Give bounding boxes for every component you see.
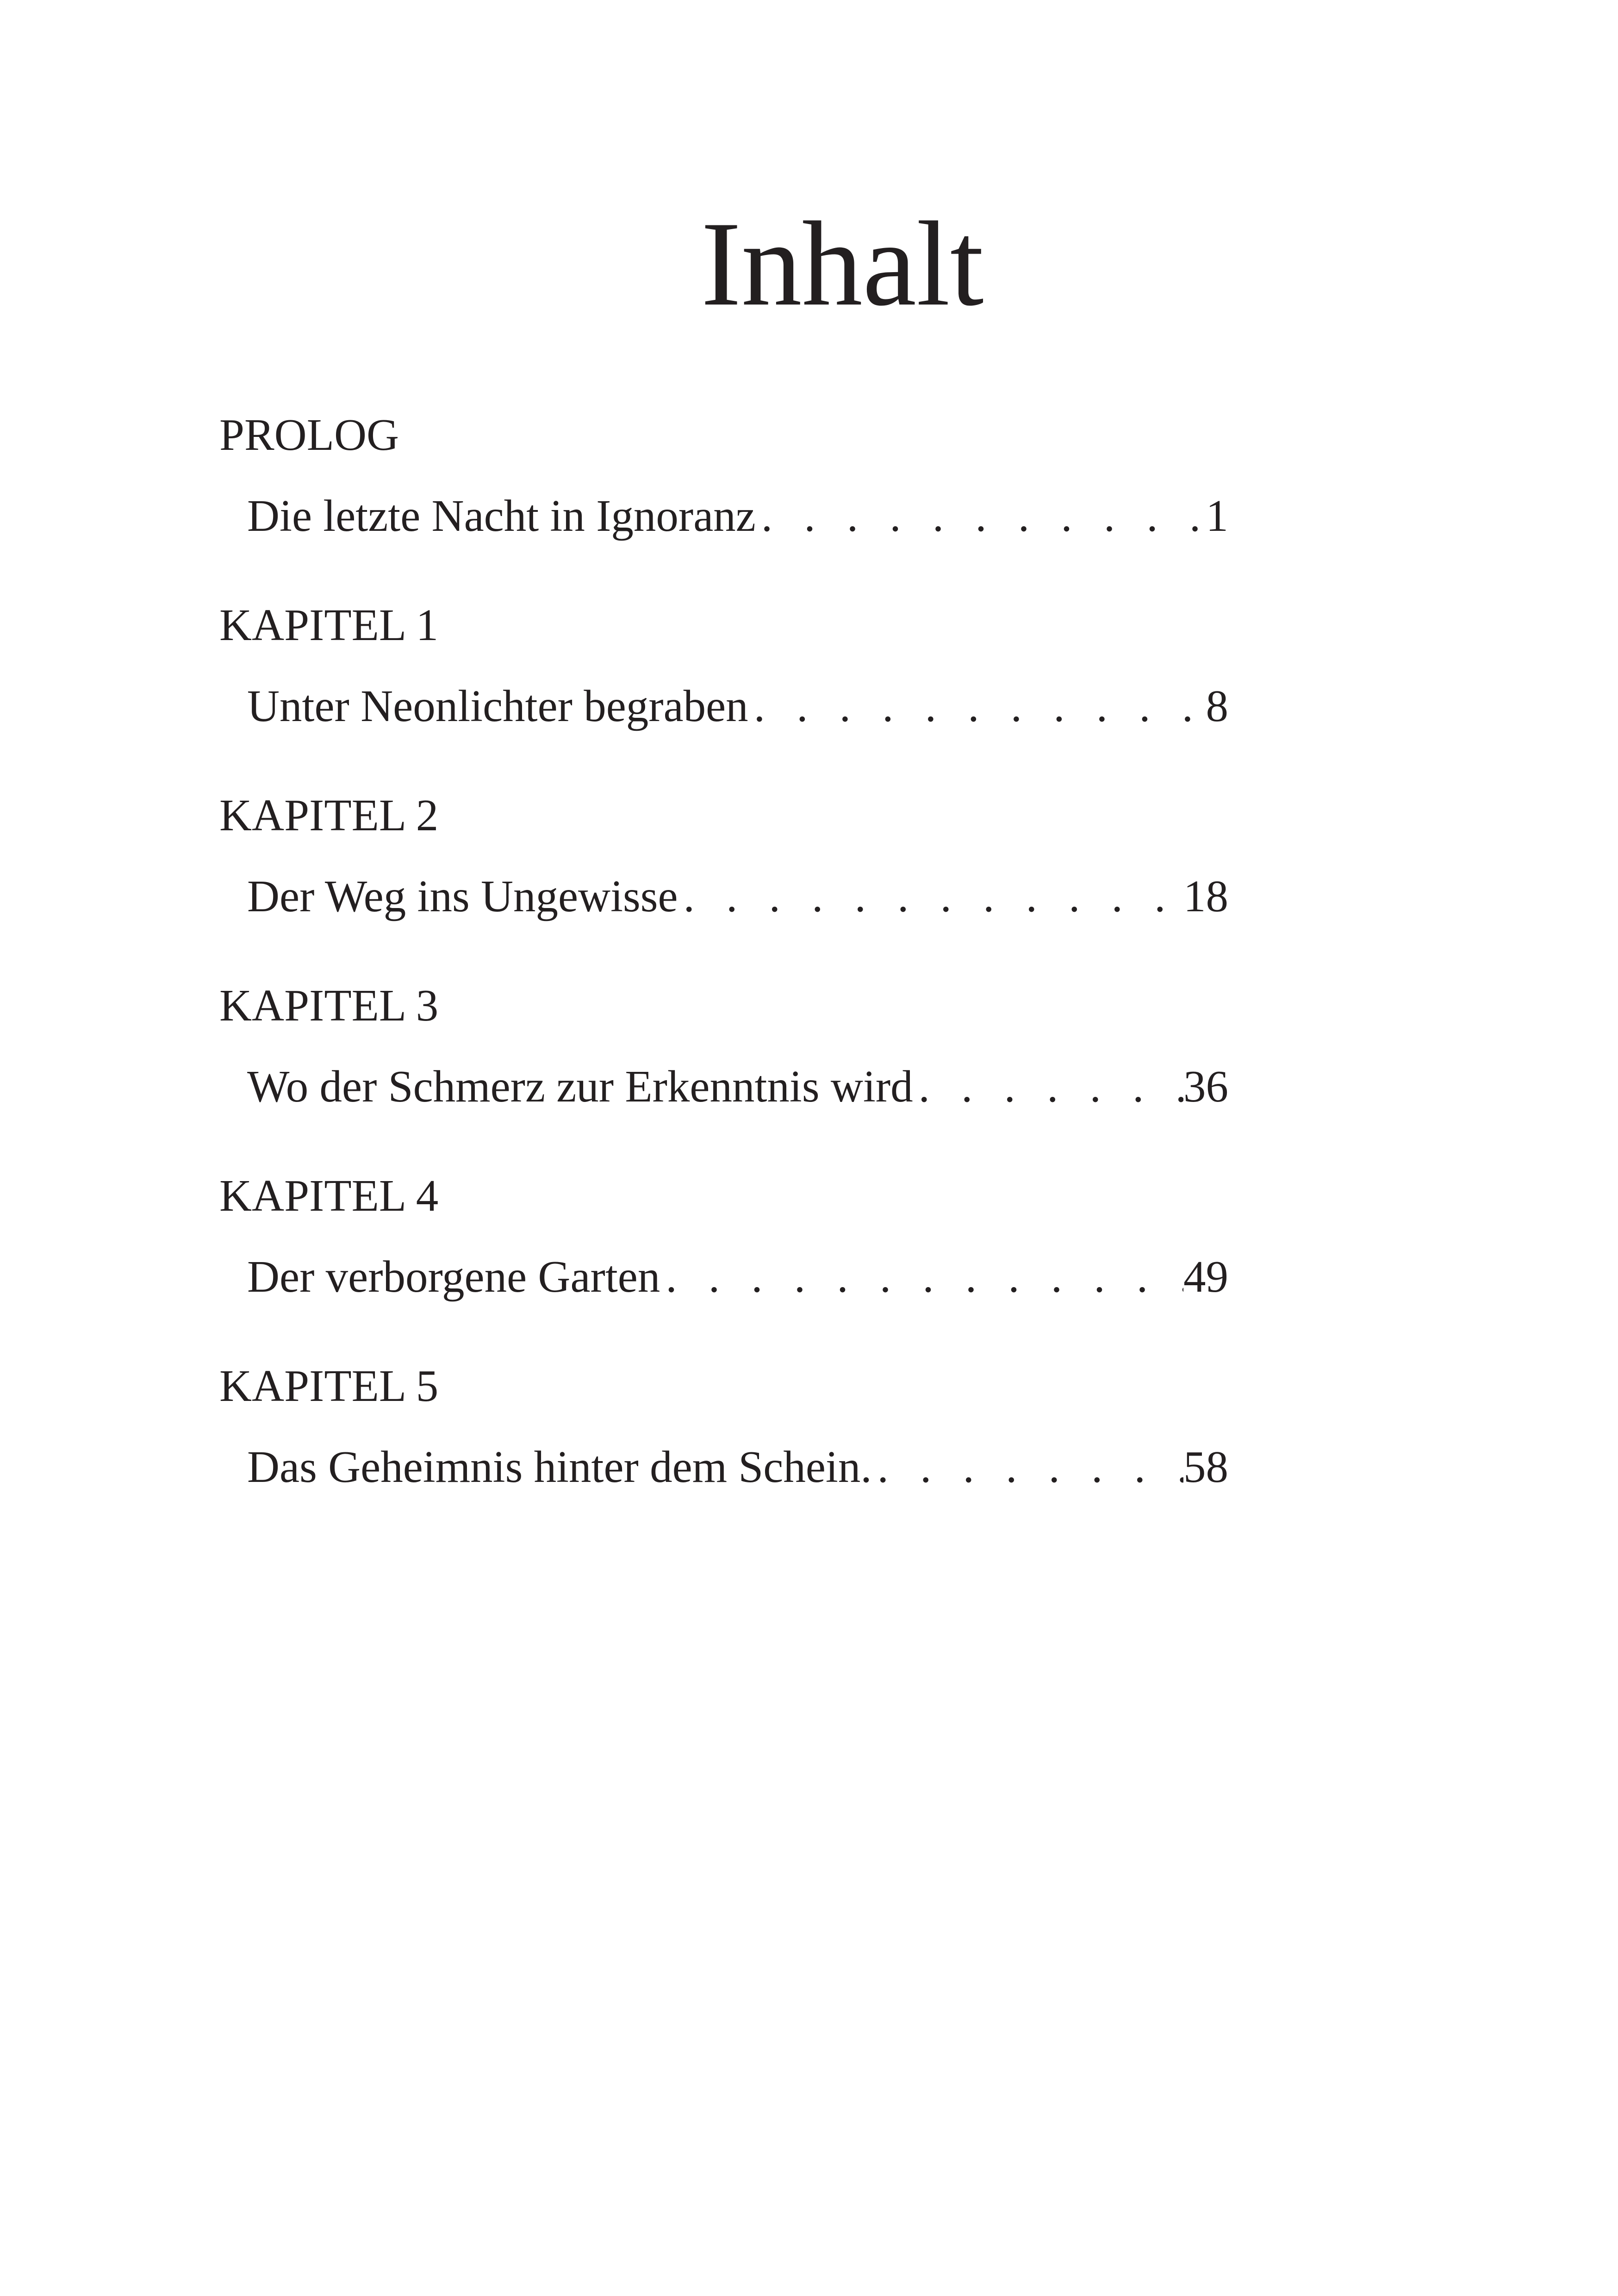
toc-section-kapitel-1 xyxy=(219,593,1228,783)
section-heading: PROLOG xyxy=(219,410,399,460)
toc-section-kapitel-4 xyxy=(219,1164,1228,1354)
dot-leader xyxy=(660,1244,1183,1309)
section-heading: KAPITEL 5 xyxy=(219,1361,439,1411)
page-title: Inhalt xyxy=(701,197,984,331)
dot-leader xyxy=(872,1435,1183,1500)
dot-leader xyxy=(756,484,1206,548)
entry-title: Das Geheimnis hinter dem Schein. xyxy=(247,1442,872,1492)
entry-title: Die letzte Nacht in Ignoranz xyxy=(247,491,756,541)
entry-page-number: 18 xyxy=(1183,871,1228,921)
toc-section-prolog xyxy=(219,403,1228,593)
toc-entry xyxy=(247,1054,1228,1119)
dot-leader xyxy=(913,1054,1183,1119)
dot-leader xyxy=(678,864,1183,929)
section-heading: KAPITEL 2 xyxy=(219,790,439,840)
section-heading: KAPITEL 4 xyxy=(219,1171,439,1220)
toc-entry xyxy=(247,1244,1228,1309)
dot-leader xyxy=(748,674,1206,739)
toc-entry xyxy=(247,674,1228,739)
entry-page-number: 58 xyxy=(1183,1442,1228,1492)
entry-title: Der verborgene Garten xyxy=(247,1252,660,1301)
toc-entry xyxy=(247,1435,1228,1500)
toc-section-kapitel-5 xyxy=(219,1354,1228,1544)
entry-page-number: 8 xyxy=(1206,681,1228,731)
entry-page-number: 49 xyxy=(1183,1252,1228,1301)
entry-title: Wo der Schmerz zur Erkenntnis wird xyxy=(247,1062,913,1111)
section-heading: KAPITEL 3 xyxy=(219,981,439,1030)
entry-page-number: 1 xyxy=(1206,491,1228,541)
toc-section-kapitel-2 xyxy=(219,783,1228,973)
toc-section-kapitel-3 xyxy=(219,973,1228,1164)
entry-page-number: 36 xyxy=(1183,1062,1228,1111)
toc-entry xyxy=(247,484,1228,548)
section-heading: KAPITEL 1 xyxy=(219,600,439,650)
toc-entry xyxy=(247,864,1228,929)
entry-title: Der Weg ins Ungewisse xyxy=(247,871,678,921)
table-of-contents xyxy=(219,403,1228,1544)
entry-title: Unter Neonlichter begraben xyxy=(247,681,748,731)
